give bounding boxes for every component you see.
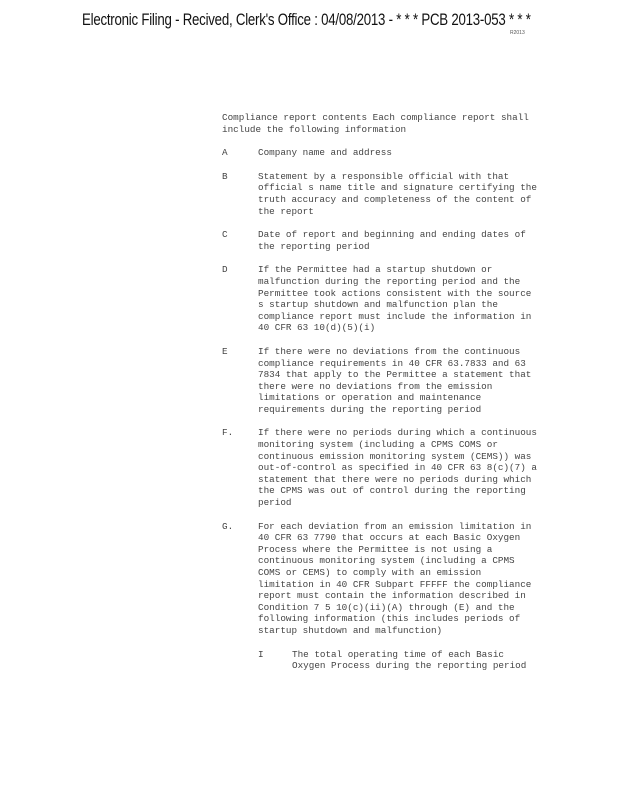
item-text: If there were no periods during which a continuous monitoring system (including a CPMS COMS or continuous emission monitoring system (CEMS)) was out-of-control as specified in 40 CFR 63 8(c)(7) a statement that there were no periods during which the CPMS was out of control during the reporting period xyxy=(258,427,537,509)
item-label: G. xyxy=(222,520,234,532)
item-label: C xyxy=(222,229,228,241)
item-text: Date of report and beginning and ending dates of the reporting period xyxy=(258,229,526,252)
sub-item-label: I xyxy=(258,648,264,660)
electronic-filing-header: Electronic Filing - Recived, Clerk's Office : 04/08/2013 - * * * PCB 2013-053 * * * xyxy=(82,10,531,29)
sub-list-item xyxy=(258,649,542,672)
item-text-body: For each deviation from an emission limitation in 40 CFR 63 7790 that occurs at each Basic Oxygen Process where the Permittee is not using a continuous monitoring system (including a CPMS COMS or CEMS) to comply with an emission limitation in 40 CFR Subpart FFFFF the compliance report must contain the information described in Condition 7 5 10(c)(ii)(A) through (E) and the following information (this includes periods of startup shutdown and malfunction) xyxy=(258,520,532,636)
item-label: F. xyxy=(222,427,234,439)
list-item xyxy=(222,171,542,217)
list-item xyxy=(222,264,542,334)
item-text: Statement by a responsible official with that official s name title and signature certifying the truth accuracy and completeness of the content of the report xyxy=(258,170,537,217)
item-label: E xyxy=(222,345,228,357)
list-item xyxy=(222,346,542,416)
filing-stamp: R2013 xyxy=(510,30,525,36)
list-item xyxy=(222,147,542,159)
item-label: A xyxy=(222,147,228,159)
item-text: Company name and address xyxy=(258,147,392,159)
list-item xyxy=(222,229,542,252)
item-text xyxy=(258,521,542,672)
item-text: If the Permittee had a startup shutdown or malfunction during the reporting period and the Permittee took actions consistent with the source s startup shutdown and malfunction plan the compliance report must include the information in 40 CFR 63 10(d)(5)(i) xyxy=(258,264,532,334)
compliance-report-contents xyxy=(222,112,542,684)
intro-paragraph: Compliance report contents Each compliance report shall include the following information xyxy=(222,112,529,135)
sub-item-text: The total operating time of each Basic Oxygen Process during the reporting period xyxy=(292,648,527,672)
item-label: D xyxy=(222,264,228,276)
item-label: B xyxy=(222,170,228,182)
list-item xyxy=(222,427,542,508)
list-item xyxy=(222,521,542,672)
item-text: If there were no deviations from the continuous compliance requirements in 40 CFR 63.7833 and 63 7834 that apply to the Permittee a statement that there were no deviations from the emission limitations or operation and maintenance requirements during the reporting period xyxy=(258,345,532,415)
